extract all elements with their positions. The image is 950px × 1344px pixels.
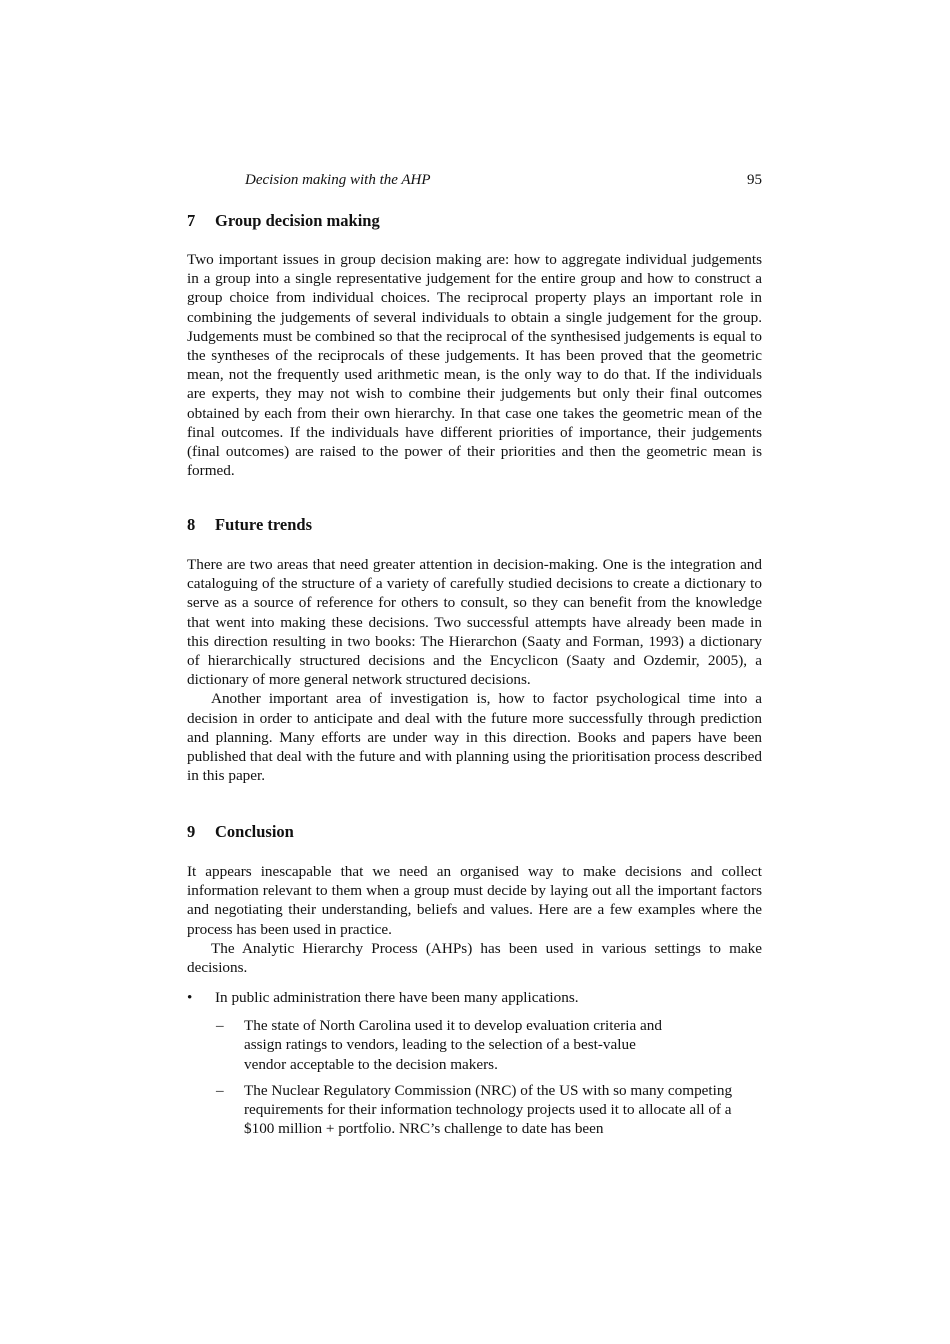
section-number: 8 bbox=[187, 515, 196, 534]
body-paragraph: Two important issues in group decision making are: how to aggregate individual judgements in a group into a single representative judgement for the entire group and how to construct a group choice from individual choices. The reciprocal property plays an important role in combining the judgements of several individuals to obtain a single judgement for the group. Judgements must be combined so that the reciprocal of the synthesised judgements is equal to the syntheses of the reciprocals of these judgements. It has been proved that the geometric mean, not the frequently used arithmetic mean, is the only way to do that. If the individuals are experts, they may not wish to combine their judgements but only their final outcomes obtained by each from their own hierarchy. In that case one takes the geometric mean of the final outcomes. If the individuals have different priorities of importance, their judgements (final outcomes) are raised to the power of their priorities and then the geometric mean is formed. bbox=[187, 251, 762, 480]
section-conclusion bbox=[187, 822, 762, 842]
list-item bbox=[187, 988, 762, 1138]
running-header bbox=[245, 171, 762, 191]
sub-list-item bbox=[187, 1016, 674, 1074]
dash-icon: – bbox=[216, 1081, 224, 1099]
section-heading bbox=[187, 515, 762, 535]
page-number: 95 bbox=[747, 172, 762, 188]
sub-list bbox=[215, 1016, 762, 1138]
section-8-body bbox=[187, 555, 762, 785]
body-paragraph: The Analytic Hierarchy Process (AHPs) has been used in various settings to make decisions. bbox=[187, 939, 762, 977]
bullet-list bbox=[187, 988, 762, 1138]
body-paragraph: Another important area of investigation is, how to factor psychological time into a decision in order to anticipate and deal with the future more successfully through prediction and planning. Many efforts are under way in this direction. Books and papers have been published that deal with the future and with planning using the prioritisation process described in this paper. bbox=[187, 690, 762, 785]
body-paragraph: It appears inescapable that we need an organised way to make decisions and collect information relevant to them when a group must decide by laying out all the important factors and negotiating their understanding, beliefs and values. Here are a few examples where the process has been used in practice. bbox=[187, 863, 762, 938]
list-item-text: In public administration there have been many applications. bbox=[215, 989, 579, 1006]
section-title: Group decision making bbox=[215, 211, 380, 230]
section-7-body bbox=[187, 250, 762, 480]
section-number: 9 bbox=[187, 822, 196, 841]
section-group-decision-making bbox=[187, 211, 762, 231]
dash-icon: – bbox=[216, 1017, 224, 1035]
section-future-trends bbox=[187, 515, 762, 535]
bullet-icon: • bbox=[187, 989, 193, 1006]
sub-list-item bbox=[187, 1081, 744, 1139]
section-title: Conclusion bbox=[215, 822, 294, 841]
section-heading bbox=[187, 211, 762, 231]
sub-list-item-text: The Nuclear Regulatory Commission (NRC) of the US with so many competing requirements for their information technology projects used it to allocate all of a $100 million + portfolio. NRC’s challenge to date has been bbox=[244, 1081, 733, 1138]
section-heading bbox=[187, 822, 762, 842]
body-paragraph: There are two areas that need greater attention in decision-making. One is the integration and cataloguing of the structure of a variety of carefully studied decisions to create a dictionary to serve as a source of reference for others to consult, so they can benefit from the knowledge that went into making these decisions. Two successful attempts have already been made in this direction resulting in two books: The Hierarchon (Saaty and Forman, 1993) a dictionary of hierarchically structured decisions and the Encyclicon (Saaty and Ozdemir, 2005), a dictionary of more general network structured decisions. bbox=[187, 556, 762, 689]
section-number: 7 bbox=[187, 211, 196, 230]
section-9-body bbox=[187, 862, 762, 977]
sub-list-item-text: The state of North Carolina used it to develop evaluation criteria and assign ratings to vendors, leading to the selection of a best-value vendor acceptable to the decision makers. bbox=[244, 1017, 662, 1073]
running-title: Decision making with the AHP bbox=[245, 172, 431, 188]
section-title: Future trends bbox=[215, 515, 313, 534]
